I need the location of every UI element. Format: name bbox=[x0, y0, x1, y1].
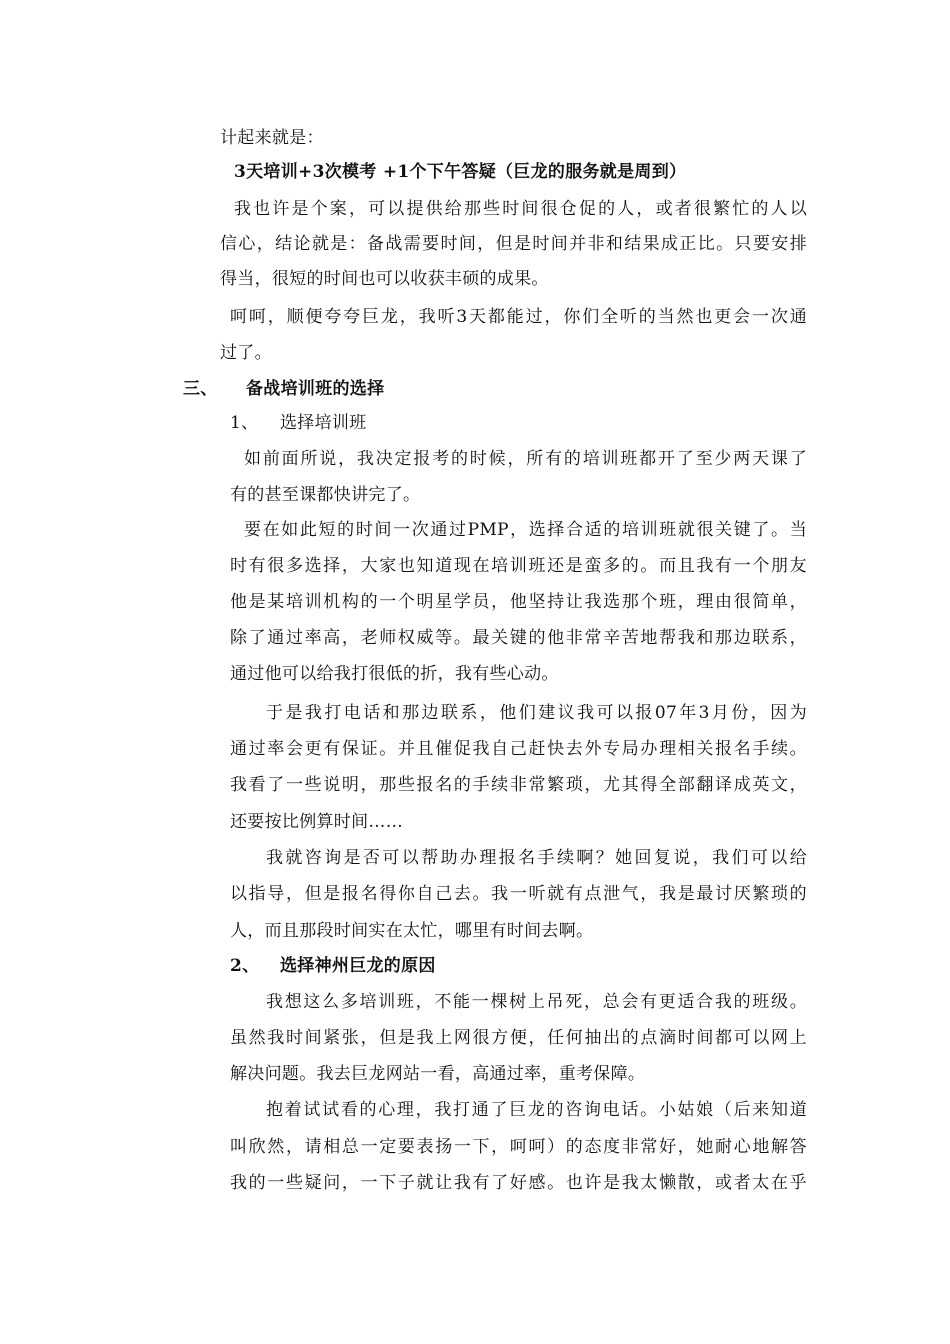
paragraph-line: 要在如此短的时间一次通过PMP，选择合适的培训班就很关键了。当 bbox=[244, 520, 807, 540]
paragraph-line: 呵呵，顺便夸夸巨龙，我听3天都能过，你们全听的当然也更会一次通 bbox=[230, 307, 807, 327]
bold-summary-line: 3天培训+3次模考 +1个下午答疑（巨龙的服务就是周到） bbox=[234, 162, 687, 182]
paragraph-line: 我看了一些说明，那些报名的手续非常繁琐，尤其得全部翻译成英文， bbox=[230, 775, 807, 795]
paragraph-line: 抱着试试看的心理，我打通了巨龙的咨询电话。小姑娘（后来知道 bbox=[266, 1100, 807, 1120]
paragraph-line: 人，而且那段时间实在太忙，哪里有时间去啊。 bbox=[230, 921, 594, 941]
paragraph-line: 于是我打电话和那边联系，他们建议我可以报07年3月份，因为 bbox=[266, 703, 807, 723]
paragraph-line: 过了。 bbox=[220, 343, 272, 363]
paragraph-line: 如前面所说，我决定报考的时候，所有的培训班都开了至少两天课了 bbox=[244, 449, 807, 469]
section-heading-number: 三、 bbox=[183, 379, 218, 399]
paragraph-line: 信心，结论就是：备战需要时间，但是时间并非和结果成正比。只要安排 bbox=[220, 234, 807, 254]
paragraph-line: 解决问题。我去巨龙网站一看，高通过率，重考保障。 bbox=[230, 1064, 646, 1084]
paragraph-line: 虽然我时间紧张，但是我上网很方便，任何抽出的点滴时间都可以网上 bbox=[230, 1028, 807, 1048]
paragraph-line: 我想这么多培训班，不能一棵树上吊死，总会有更适合我的班级。 bbox=[266, 992, 807, 1012]
paragraph-line: 得当，很短的时间也可以收获丰硕的成果。 bbox=[220, 269, 549, 289]
subsection-heading: 选择培训班 bbox=[280, 413, 367, 433]
paragraph-line: 还要按比例算时间…… bbox=[230, 812, 403, 832]
paragraph-line: 他是某培训机构的一个明星学员，他坚持让我选那个班，理由很简单， bbox=[230, 592, 807, 612]
paragraph-line: 通过他可以给我打很低的折，我有些心动。 bbox=[230, 664, 559, 684]
subsection-heading: 选择神州巨龙的原因 bbox=[280, 956, 436, 976]
paragraph-line: 时有很多选择，大家也知道现在培训班还是蛮多的。而且我有一个朋友 bbox=[230, 556, 807, 576]
paragraph-line: 除了通过率高，老师权威等。最关键的他非常辛苦地帮我和那边联系， bbox=[230, 628, 807, 648]
section-heading: 备战培训班的选择 bbox=[246, 379, 385, 399]
paragraph-line: 有的甚至课都快讲完了。 bbox=[230, 485, 421, 505]
paragraph-line: 以指导，但是报名得你自己去。我一听就有点泄气，我是最讨厌繁琐的 bbox=[230, 884, 807, 904]
paragraph-line: 我也许是个案，可以提供给那些时间很仓促的人，或者很繁忙的人以 bbox=[234, 199, 807, 219]
paragraph-line: 我的一些疑问，一下子就让我有了好感。也许是我太懒散，或者太在乎 bbox=[230, 1173, 807, 1193]
paragraph-line: 我就咨询是否可以帮助办理报名手续啊？她回复说，我们可以给 bbox=[266, 848, 807, 868]
paragraph-line: 叫欣然，请相总一定要表扬一下，呵呵）的态度非常好，她耐心地解答 bbox=[230, 1137, 807, 1157]
paragraph-line: 计起来就是： bbox=[220, 128, 324, 148]
subsection-number: 2、 bbox=[230, 956, 260, 976]
subsection-number: 1、 bbox=[230, 413, 259, 433]
paragraph-line: 通过率会更有保证。并且催促我自己赶快去外专局办理相关报名手续。 bbox=[230, 739, 807, 759]
